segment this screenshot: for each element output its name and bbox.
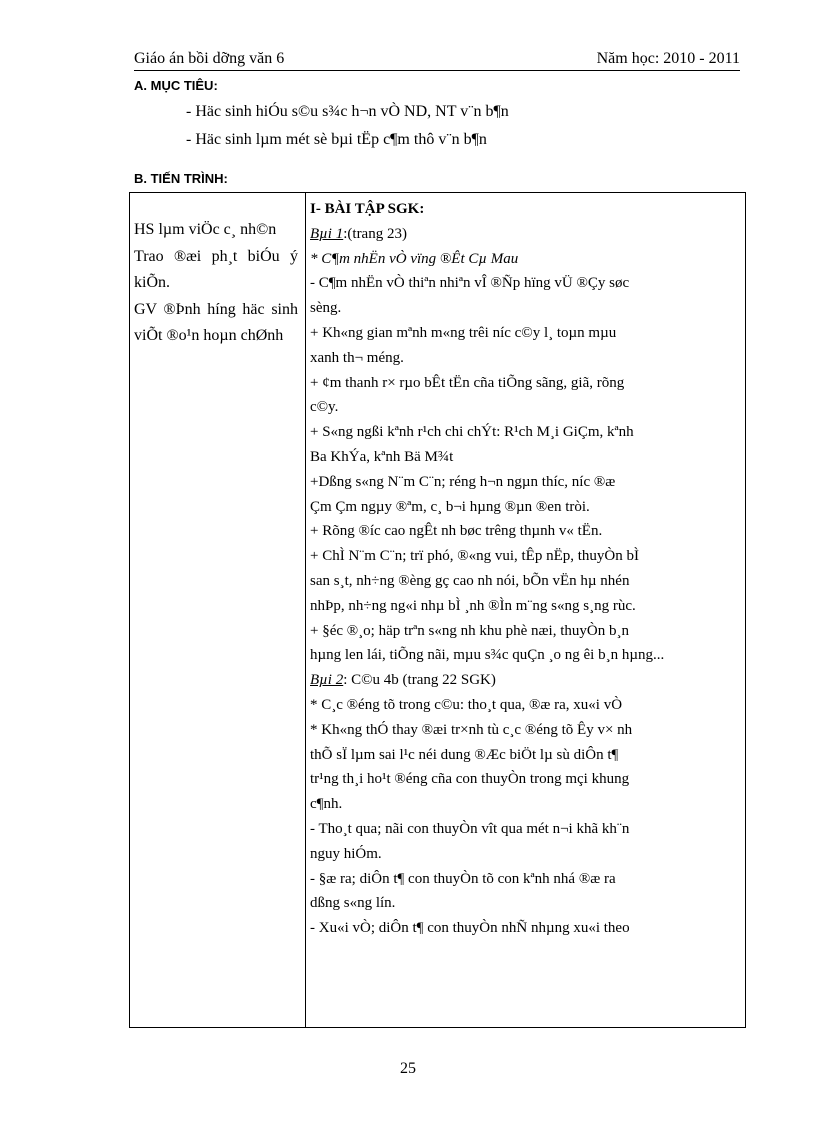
teacher-activity-column [134, 217, 298, 350]
text-line: * C¸c ®éng tõ trong c©u: tho¸t qua, ®æ ra, xu«i vÒ [310, 696, 623, 713]
text-line: xanh th¬ méng. [310, 349, 404, 366]
exercise-1-body [310, 271, 740, 668]
text-line: +Dßng s«ng N¨m C¨n; réng h¬n ngµn thíc, níc ®æ [310, 473, 616, 490]
activity-item: HS lµm viÖc c¸ nh©n [134, 221, 277, 238]
text-line: + ¢m thanh r× rµo bÊt tËn cña tiÕng sãng, giã, rõng [310, 374, 625, 391]
text-line: - §æ ra; diÔn t¶ con thuyÒn tõ con kªnh nhá ®æ ra [310, 870, 616, 887]
text-line: - Xu«i vÒ; diÔn t¶ con thuyÒn nhÑ nhµng xu«i theo [310, 920, 630, 937]
exercise-2-body [310, 693, 740, 941]
text-line: nguy hiÓm. [310, 845, 382, 862]
exercise-1-ref: :(trang 23) [343, 225, 407, 242]
column-divider [305, 193, 306, 1027]
text-line: thÕ sÏ lµm sai l¹c néi dung ®Æc biÖt lµ sù diÔn t¶ [310, 746, 619, 763]
header-left-text: Giáo án bồi dỡng văn 6 [134, 50, 285, 67]
page-header [134, 50, 740, 72]
text-line: + Rõng ®íc cao ngÊt nh bøc trêng thµnh v« tËn. [310, 523, 603, 540]
header-right-text: Năm học: 2010 - 2011 [596, 50, 740, 67]
text-line: Ba KhÝa, kªnh Bä M¾t [310, 448, 454, 465]
text-line: nhÞp, nh÷ng ng«i nhµ bÌ ¸nh ®Ìn m¨ng s«ng s¸ng rùc. [310, 597, 636, 614]
header-rule [134, 70, 740, 71]
text-line: + Kh«ng gian mªnh m«ng trêi níc c©y l¸ toµn mµu [310, 324, 617, 341]
text-line: san s¸t, nh÷ng ®èng gç cao nh nói, bÕn vËn hµ nhén [310, 572, 630, 589]
text-line: hµng len lái, tiÕng nãi, mµu s¾c quÇn ¸o ng êi b¸n hµng... [310, 647, 665, 664]
text-line: c¶nh. [310, 796, 343, 813]
exercise-1-label: Bµi 1 [310, 225, 344, 242]
exercise-1-title [310, 222, 740, 247]
objective-item-1: - Häc sinh hiÓu s©u s¾c h¬n vÒ ND, NT v¨n b¶n [186, 103, 509, 120]
text-line: tr¹ng th¸i ho¹t ®éng cña con thuyÒn trong mçi khung [310, 771, 630, 788]
exercise-2-title [310, 668, 740, 693]
exercise-heading: I- BÀI TẬP SGK: [310, 201, 425, 217]
section-a-title: A. MỤC TIÊU: [134, 78, 218, 93]
text-line: sèng. [310, 300, 342, 317]
page-number: 25 [400, 1060, 416, 1077]
text-line: + ChÌ N¨m C¨n; trï phó, ®«ng vui, tÊp nËp, thuyÒn bÌ [310, 548, 640, 565]
text-line: c©y. [310, 399, 339, 416]
exercise-1-topic: * C¶m nhËn vÒ vïng ®Êt Cµ Mau [310, 250, 519, 267]
text-line: + §éc ®¸o; häp trªn s«ng nh khu phè næi, thuyÒn b¸n [310, 622, 629, 639]
text-line: + S«ng ngßi kªnh r¹ch chi chÝt: R¹ch M¸i GiÇm, kªnh [310, 424, 634, 441]
activity-item: GV ®Þnh híng häc sinh viÕt ®o¹n hoµn chØnh [134, 300, 298, 344]
exercise-2-ref: : C©u 4b (trang 22 SGK) [343, 672, 496, 689]
text-line: dßng s«ng lín. [310, 895, 396, 912]
exercise-2-label: Bµi 2 [310, 672, 344, 689]
activity-item: Trao ®æi ph¸t biÓu ý kiÕn. [134, 247, 298, 291]
objective-item-2: - Häc sinh lµm mét sè bµi tËp c¶m thô v¨n b¶n [186, 131, 487, 148]
lesson-table [129, 192, 746, 1028]
text-line: * Kh«ng thÓ thay ®æi tr×nh tù c¸c ®éng tõ Êy v× nh [310, 721, 633, 738]
text-line: - Tho¸t qua; nãi con thuyÒn vît qua mét n¬i khã kh¨n [310, 820, 630, 837]
content-column [310, 197, 740, 941]
section-b-title: B. TIẾN TRÌNH: [134, 171, 228, 186]
text-line: Çm Çm ngµy ®ªm, c¸ b¬i hµng ®µn ®en tròi. [310, 498, 590, 515]
text-line: - C¶m nhËn vÒ thiªn nhiªn vÎ ®Ñp hïng vÜ ®Çy søc [310, 275, 630, 292]
